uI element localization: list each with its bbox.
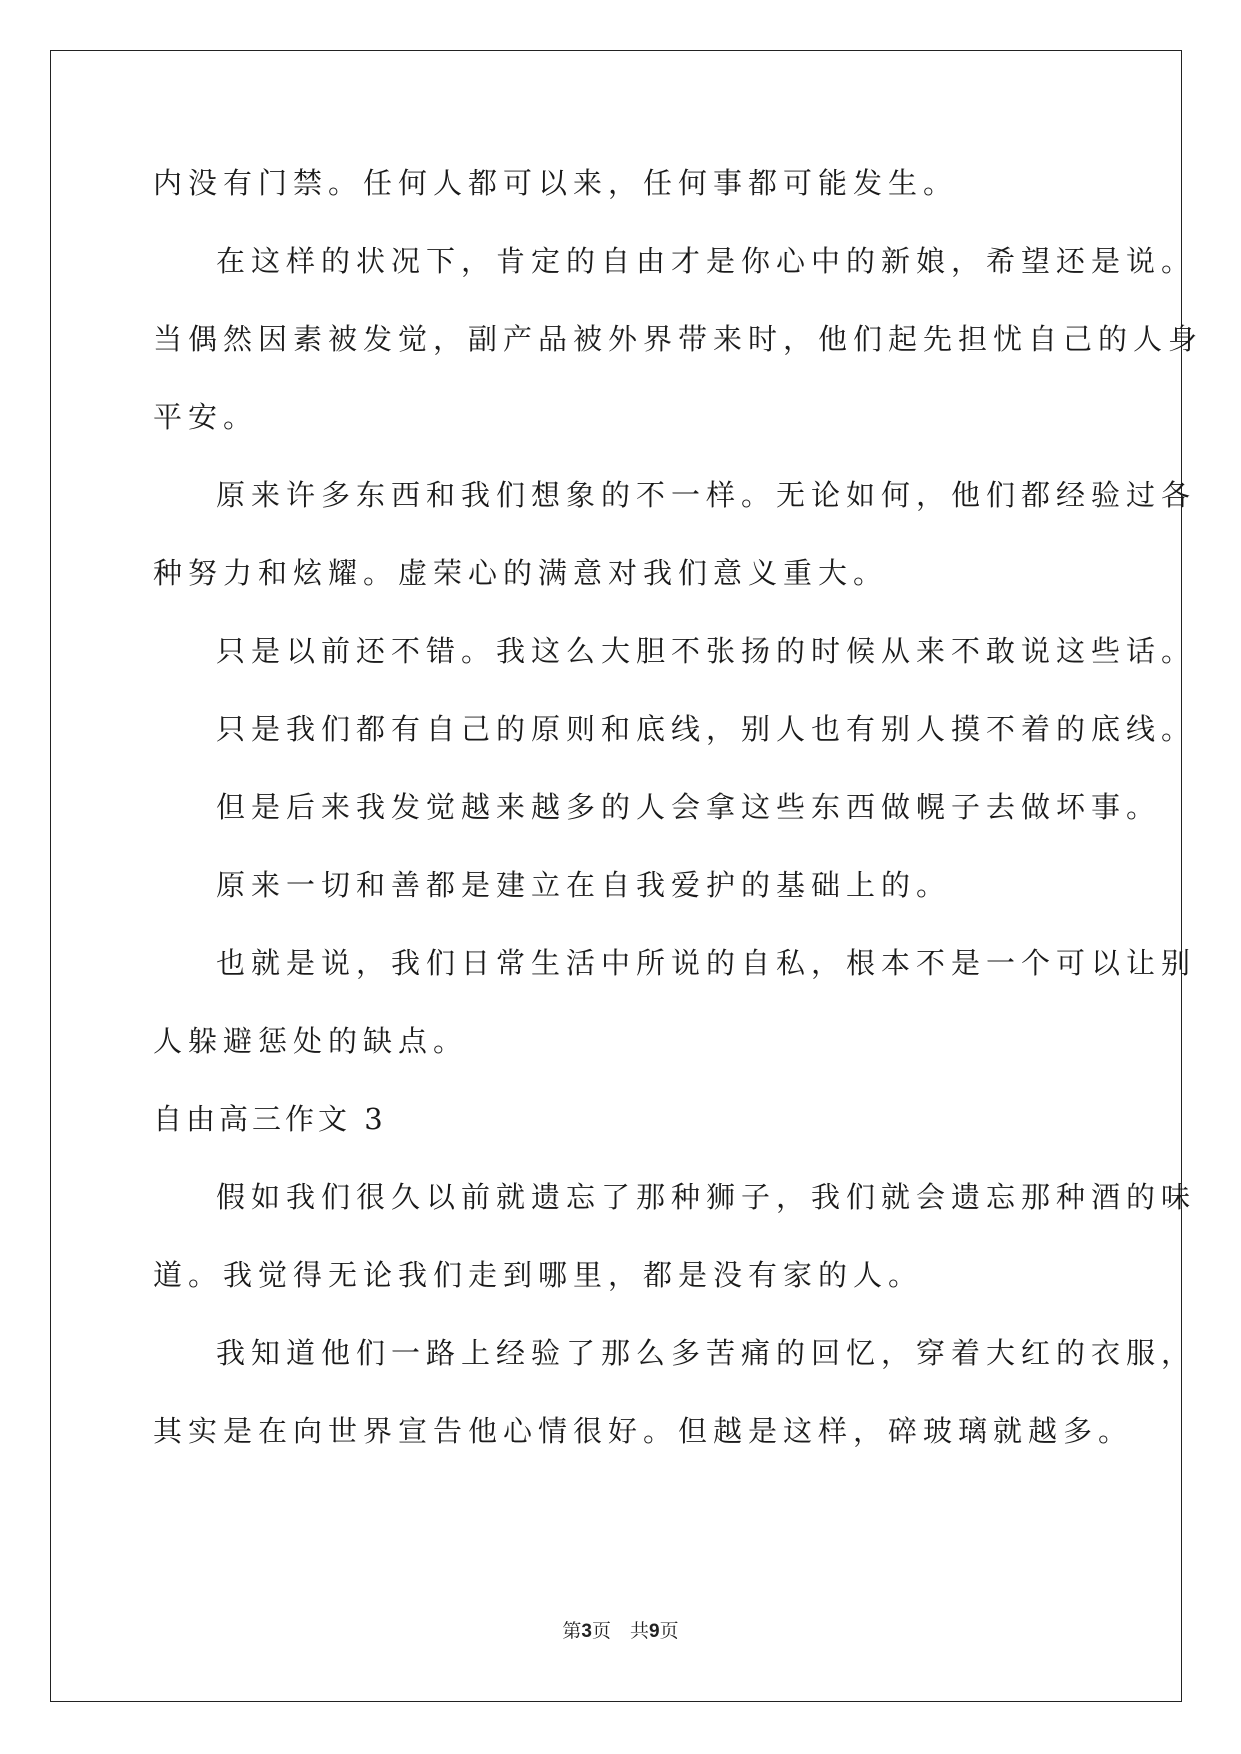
paragraph-line: 但是后来我发觉越来越多的人会拿这些东西做幌子去做坏事。 (216, 790, 1162, 824)
paragraph-line: 在这样的状况下，肯定的自由才是你心中的新娘，希望还是说。 (216, 244, 1197, 278)
paragraph-line: 道。我觉得无论我们走到哪里，都是没有家的人。 (153, 1258, 924, 1292)
paragraph-line: 人躲避惩处的缺点。 (153, 1024, 469, 1058)
paragraph-line: 原来许多东西和我们想象的不一样。无论如何，他们都经验过各 (216, 478, 1197, 512)
current-page-number: 3 (581, 1621, 592, 1642)
paragraph-line: 只是以前还不错。我这么大胆不张扬的时候从来不敢说这些话。 (216, 634, 1197, 668)
paragraph-line: 种努力和炫耀。虚荣心的满意对我们意义重大。 (153, 556, 889, 590)
page-prefix: 第 (562, 1620, 582, 1642)
paragraph-line: 也就是说，我们日常生活中所说的自私，根本不是一个可以让别 (216, 946, 1197, 980)
paragraph-line: 内没有门禁。任何人都可以来，任何事都可能发生。 (153, 166, 959, 200)
paragraph-line: 只是我们都有自己的原则和底线，别人也有别人摸不着的底线。 (216, 712, 1197, 746)
total-page-number: 9 (649, 1621, 660, 1642)
page-mid: 页 共 (591, 1620, 649, 1642)
paragraph-line: 假如我们很久以前就遗忘了那种狮子，我们就会遗忘那种酒的味 (216, 1180, 1197, 1214)
section-heading: 自由高三作文 3 (153, 1102, 387, 1136)
paragraph-line: 平安。 (153, 400, 259, 434)
paragraph-line: 当偶然因素被发觉，副产品被外界带来时，他们起先担忧自己的人身 (153, 322, 1204, 356)
paragraph-line: 原来一切和善都是建立在自我爱护的基础上的。 (216, 868, 952, 902)
page-suffix: 页 (659, 1620, 679, 1642)
page-number-footer (0, 1616, 1241, 1643)
paragraph-line: 我知道他们一路上经验了那么多苦痛的回忆，穿着大红的衣服， (216, 1336, 1197, 1370)
paragraph-line: 其实是在向世界宣告他心情很好。但越是这样，碎玻璃就越多。 (153, 1414, 1134, 1448)
